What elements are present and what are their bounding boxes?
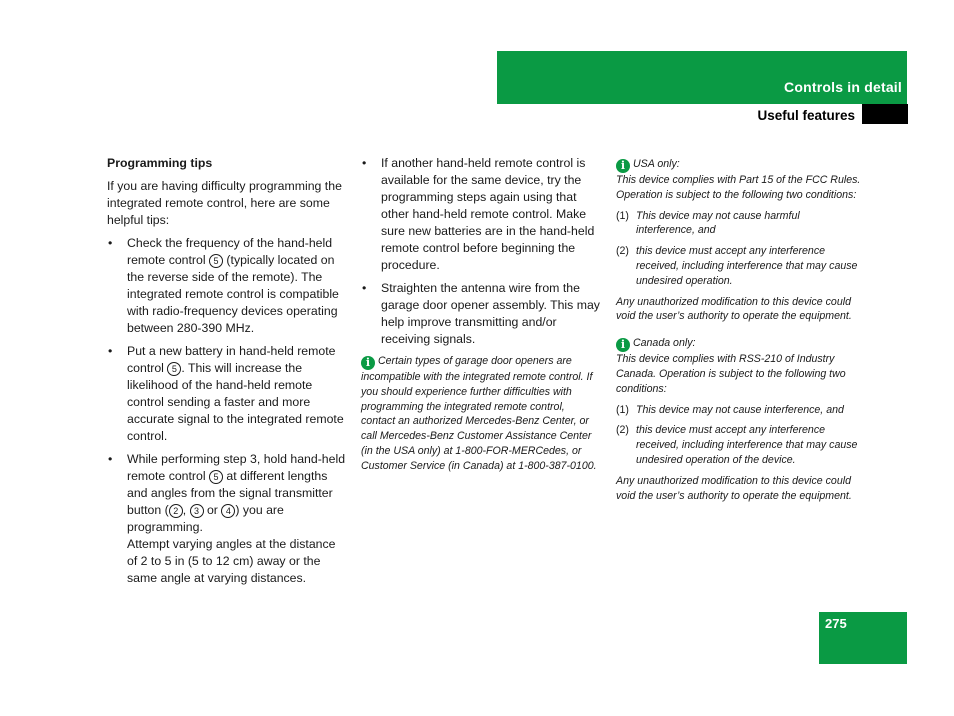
canada-compliance-note: [616, 336, 861, 503]
tip-text-continued: Attempt varying angles at the distance of 2 to 5 in (5 to 12 cm) away or the same angle at varying distances.: [127, 537, 336, 585]
note-label: Canada only:: [633, 337, 696, 350]
tips-list: [107, 235, 347, 587]
bullet-icon: •: [108, 236, 113, 250]
tip-text: Put a new battery in hand-held remote control: [127, 344, 336, 375]
programming-tips-heading: Programming tips: [107, 156, 213, 170]
tips-list: [361, 155, 601, 348]
tip-text: ,: [182, 503, 190, 517]
column-compliance: [616, 157, 861, 509]
bullet-icon: •: [362, 156, 367, 170]
info-icon: i: [616, 159, 630, 173]
subsection-title: Useful features: [757, 108, 855, 123]
intro-paragraph: If you are having difficulty programming the integrated remote control, here are some helpful tips:: [107, 179, 342, 227]
conditions-list: [616, 209, 861, 289]
info-icon: i: [361, 356, 375, 370]
conditions-list: [616, 403, 861, 468]
list-item: [616, 244, 861, 288]
list-item: [361, 155, 601, 274]
list-item: [361, 280, 601, 348]
circled-number-icon: 4: [221, 504, 235, 518]
note-footer: Any unauthorized modification to this device could void the user’s authority to operate the equipment.: [616, 474, 852, 502]
usa-compliance-note: [616, 157, 861, 324]
column-programming-tips: [107, 155, 347, 593]
note-text: This device complies with Part 15 of the FCC Rules. Operation is subject to the following two conditions:: [616, 174, 861, 201]
page-number: 275: [825, 616, 847, 631]
list-text: this device must accept any interference received, including interference that may cause undesired operation of the device.: [636, 424, 858, 466]
list-number: (2): [616, 424, 629, 437]
tip-text: ) you are programming.: [127, 503, 284, 534]
column-more-tips: [361, 155, 601, 480]
list-number: (1): [616, 403, 629, 416]
note-footer: Any unauthorized modification to this device could void the user’s authority to operate the equipment.: [616, 295, 852, 323]
section-title: Controls in detail: [784, 79, 902, 95]
list-item: [616, 209, 861, 239]
note-text: Certain types of garage door openers are incompatible with the integrated remote control. If you should experience further difficulties with programming the integrated remote control, contact an authorized Mercedes-Benz Center, or call Mercedes-Benz Customer Assistance Center (in the USA only) at 1-800-FOR-MERCedes, or Customer Service (in Canada) at 1-800-387-0100.: [361, 355, 597, 472]
tip-text: Straighten the antenna wire from the garage door opener assembly. This may help improve transmitting and/or receiving signals.: [381, 281, 600, 346]
list-item: [107, 235, 347, 337]
circled-number-icon: 5: [209, 470, 223, 484]
list-item: [616, 423, 861, 467]
bullet-icon: •: [108, 344, 113, 358]
circled-number-icon: 5: [167, 362, 181, 376]
header-black-tab: [862, 104, 908, 124]
list-text: This device may not cause harmful interference, and: [636, 209, 800, 237]
list-item: [616, 403, 861, 418]
tip-text: If another hand-held remote control is available for the same device, try the programming steps again using that other hand-held remote control. Make sure new batteries are in the hand-held remote control before beginning the procedure.: [381, 156, 595, 272]
list-item: [107, 343, 347, 445]
tip-text: (typically located on the reverse side of the remote). The integrated remote control is compatible with radio-frequency devices operating between 280-390 MHz.: [127, 253, 339, 335]
garage-door-note: [361, 354, 601, 474]
list-number: (1): [616, 209, 629, 222]
circled-number-icon: 3: [190, 504, 204, 518]
tip-text: or: [203, 503, 222, 517]
list-number: (2): [616, 245, 629, 258]
info-icon: i: [616, 338, 630, 352]
tip-text: at different lengths and angles from the signal transmitter button (: [127, 469, 333, 517]
tip-text: Check the frequency of the hand-held remote control: [127, 236, 333, 267]
bullet-icon: •: [362, 281, 367, 295]
tip-text: . This will increase the likelihood of the hand-held remote control sending a faster and more accurate signal to the integrated remote control.: [127, 361, 344, 443]
circled-number-icon: 5: [209, 254, 223, 268]
header-green-bar: [497, 51, 907, 104]
list-text: this device must accept any interference received, including interference that may cause undesired operation.: [636, 245, 858, 287]
bullet-icon: •: [108, 452, 113, 466]
note-label: USA only:: [633, 158, 680, 170]
list-item: [107, 451, 347, 587]
note-text: This device complies with RSS-210 of Industry Canada. Operation is subject to the following two conditions:: [616, 353, 846, 395]
circled-number-icon: 2: [169, 504, 183, 518]
list-text: This device may not cause interference, and: [636, 403, 844, 416]
tip-text: While performing step 3, hold hand-held remote control: [127, 452, 346, 483]
